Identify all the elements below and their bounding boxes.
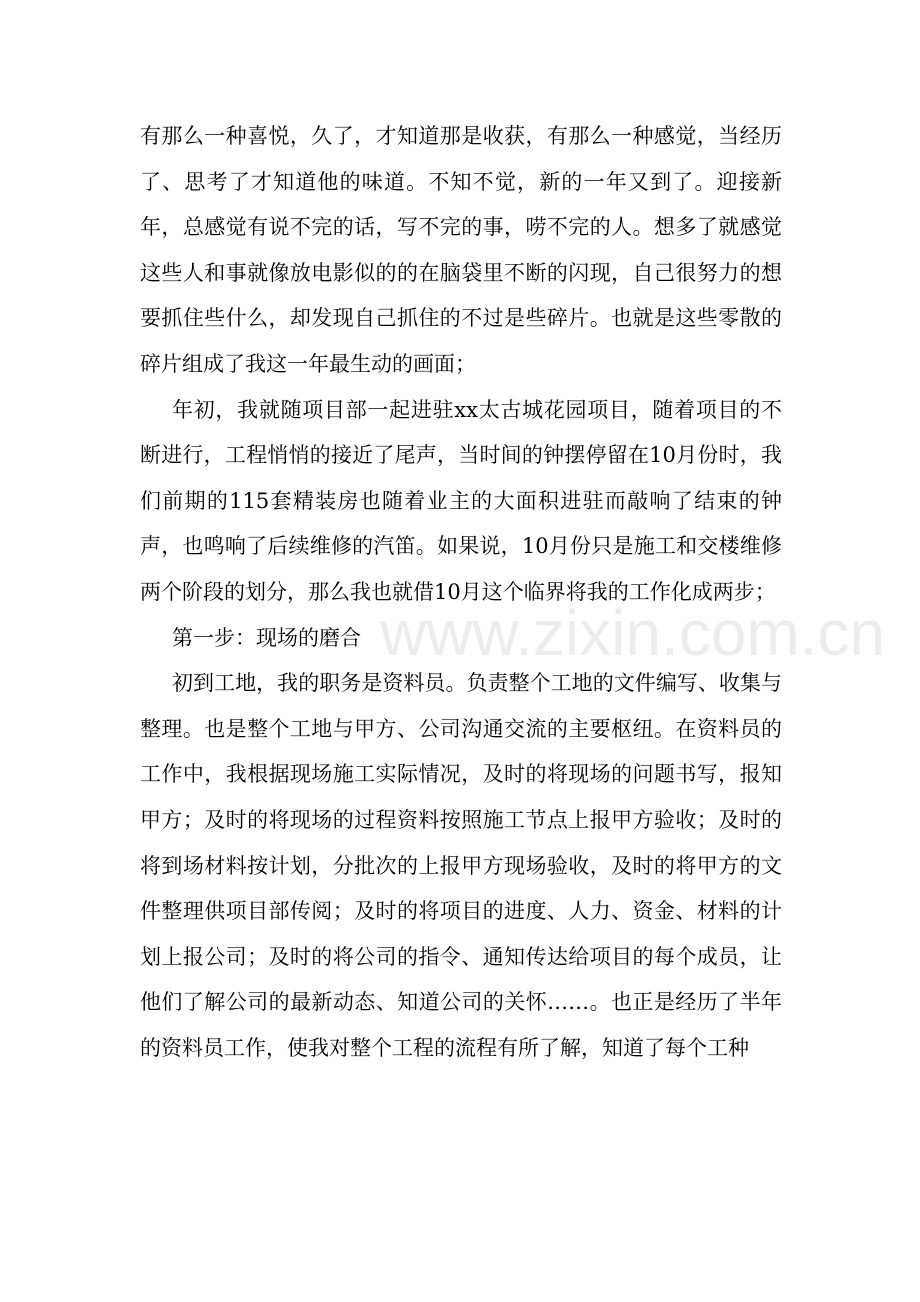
paragraph-step-heading: 第一步：现场的磨合 (172, 625, 361, 650)
paragraph-project: 年初，我就随项目部一起进驻xx太古城花园项目，随着项目的不断进行，工程悄悄的接近了尾声，当时间的钟摆停留在10月份时，我们前期的115套精装房也随着业主的大面积进驻而敲响了结束的钟声，也鸣响了后续维修的汽笛。如果说，10月份只是施工和交楼维修两个阶段的划分，那么我也就借10月这个临界将我的工作化成两步； (140, 397, 782, 604)
document-body (140, 114, 782, 1071)
watermark: www.zixin.com.cn (380, 597, 885, 669)
paragraph-intro: 有那么一种喜悦，久了，才知道那是收获，有那么一种感觉，当经历了、思考了才知道他的味道。不知不觉，新的一年又到了。迎接新年，总感觉有说不完的话，写不完的事，唠不完的人。想多了就感觉这些人和事就像放电影似的的在脑袋里不断的闪现，自己很努力的想要抓住些什么，却发现自己抓住的不过是些碎片。也就是这些零散的碎片组成了我这一年最生动的画面； (140, 124, 782, 376)
paragraph-document-clerk: 初到工地，我的职务是资料员。负责整个工地的文件编写、收集与整理。也是整个工地与甲方、公司沟通交流的主要枢纽。在资料员的工作中，我根据现场施工实际情况，及时的将现场的问题书写，报知甲方；及时的将现场的过程资料按照施工节点上报甲方验收；及时的将到场材料按计划，分批次的上报甲方现场验收，及时的将甲方的文件整理供项目部传阅；及时的将项目的进度、人力、资金、材料的计划上报公司；及时的将公司的指令、通知传达给项目的每个成员，让他们了解公司的最新动态、知道公司的关怀……。也正是经历了半年的资料员工作，使我对整个工程的流程有所了解，知道了每个工种 (140, 671, 782, 1060)
